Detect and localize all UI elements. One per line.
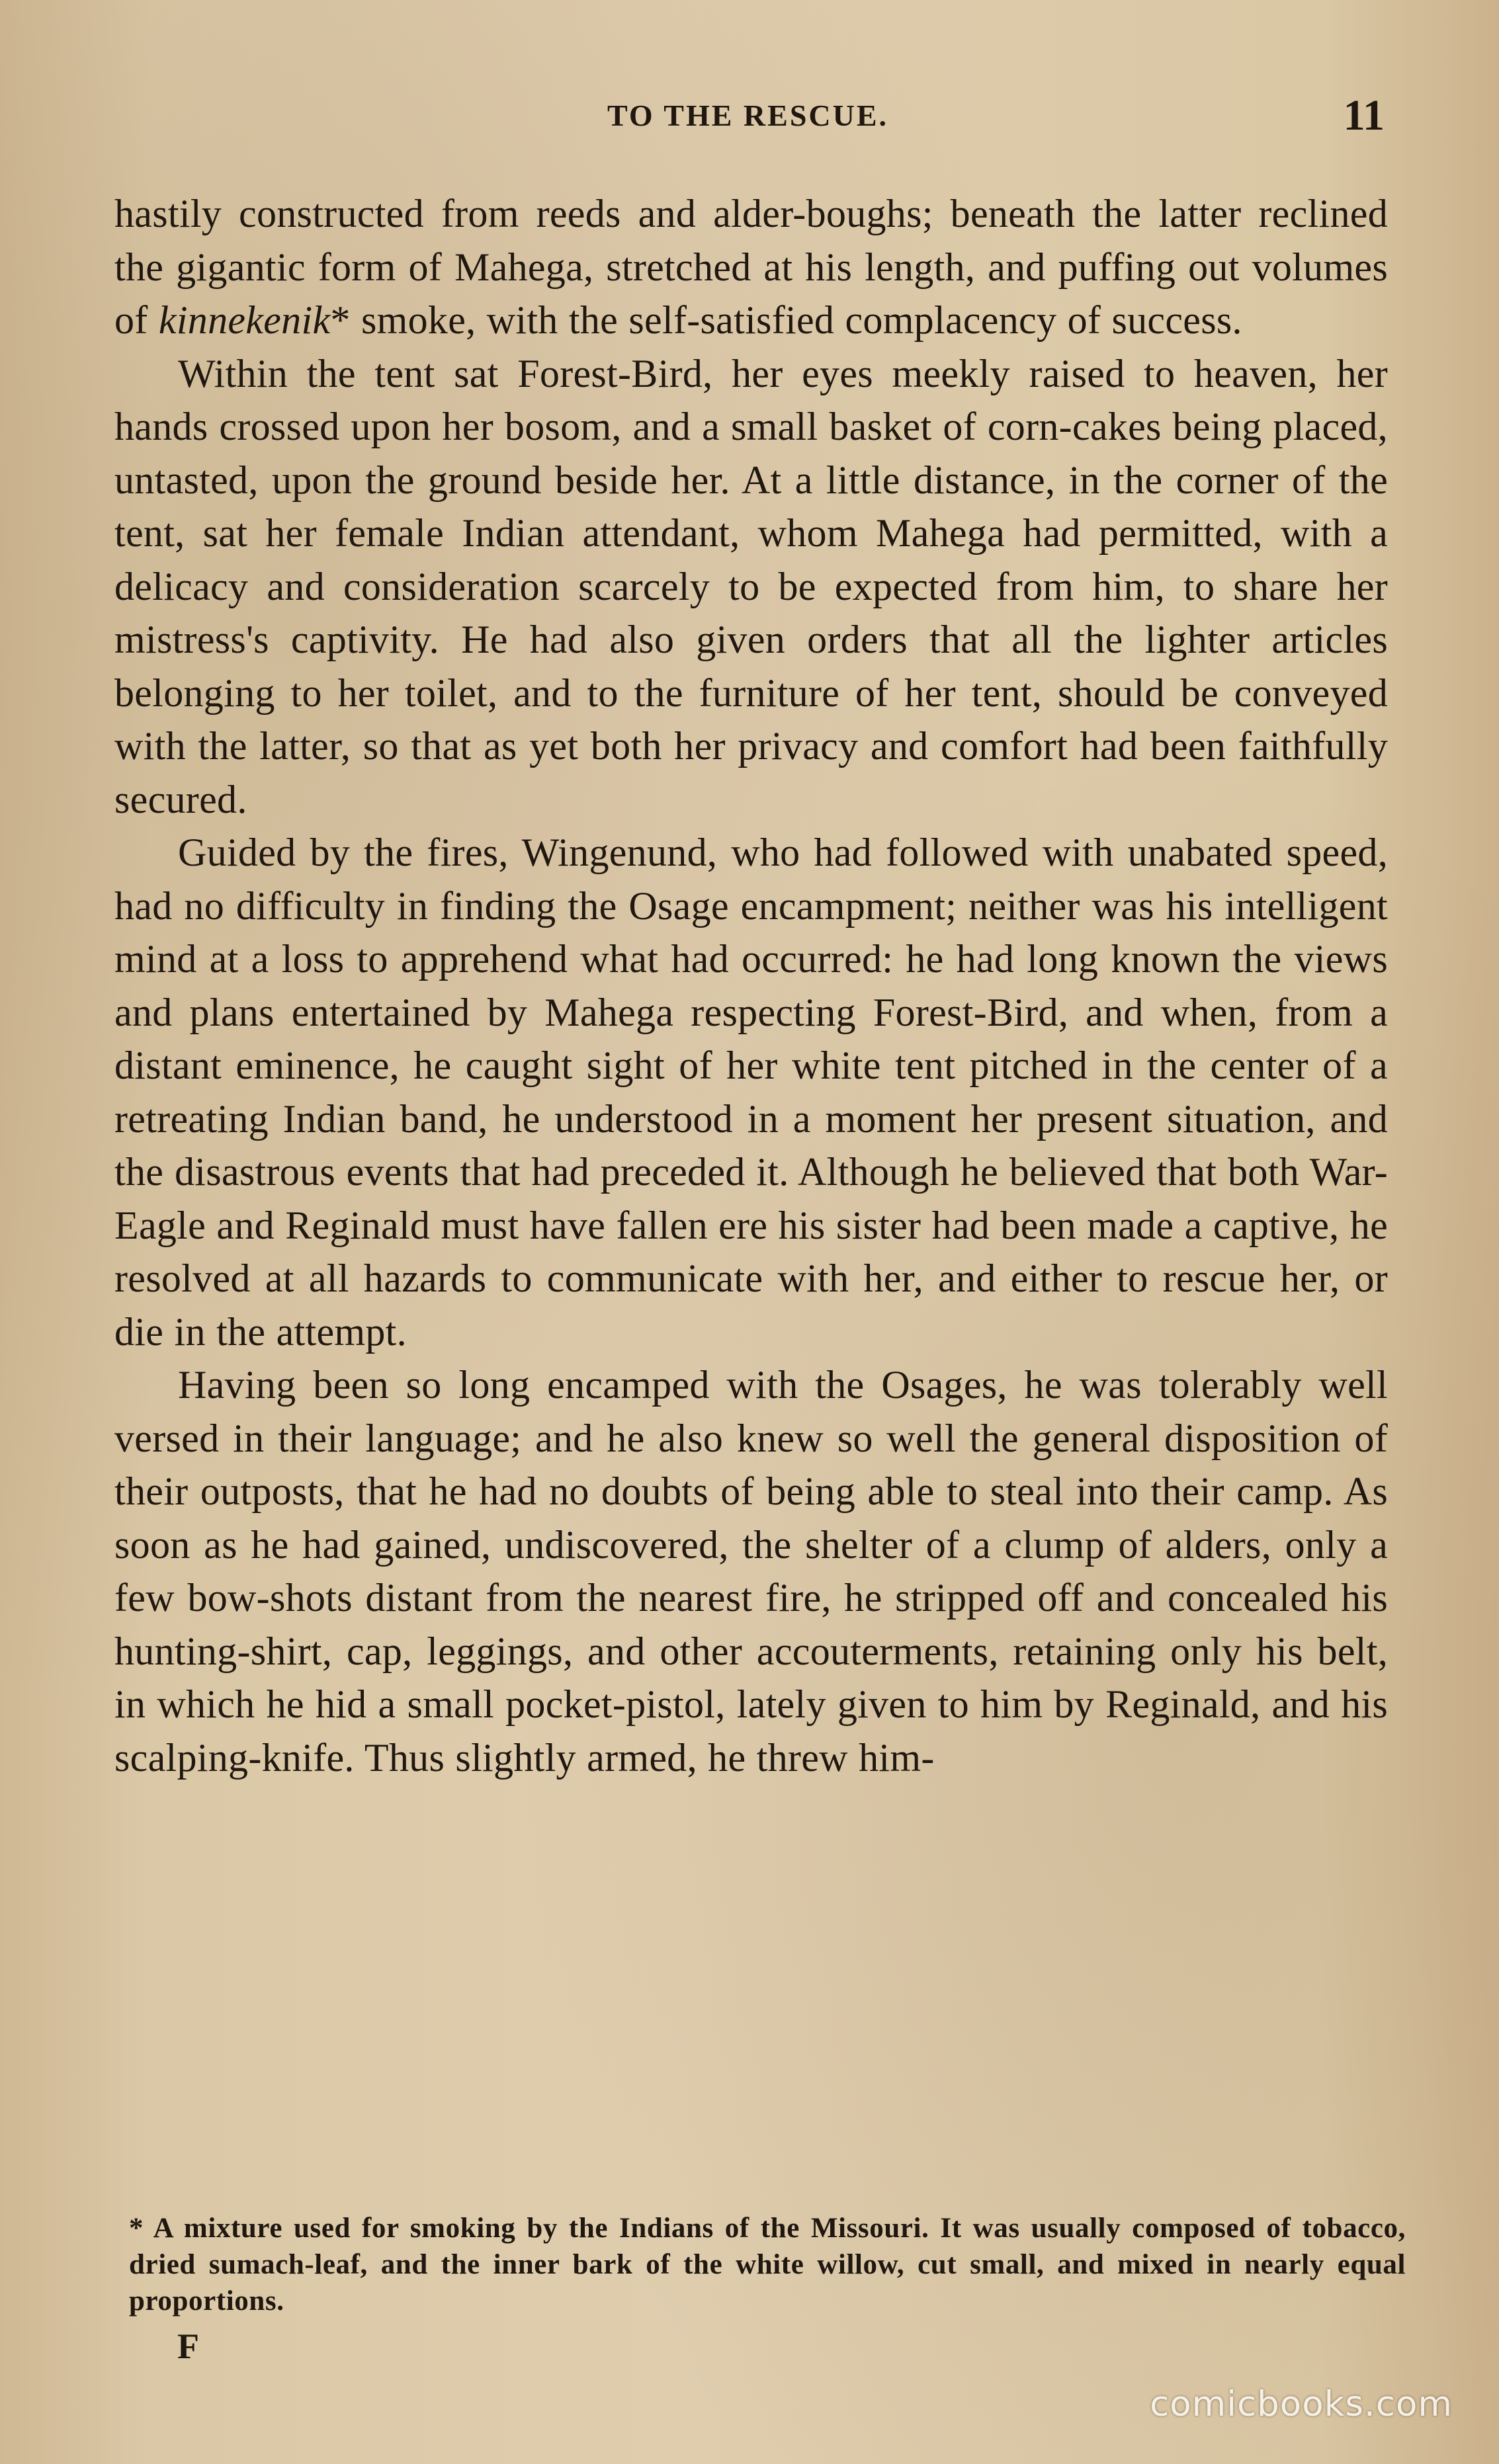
paragraph-1 bbox=[114, 187, 1388, 347]
running-head: TO THE RESCUE. bbox=[607, 99, 889, 132]
watermark: comicbooks.com bbox=[1150, 2384, 1453, 2424]
page-number: 11 bbox=[1343, 91, 1385, 140]
paragraph-1-end: * smoke, with the self-satisfied complacency of success. bbox=[330, 298, 1242, 342]
paragraph-3: Guided by the fires, Wingenund, who had followed with unabated speed, had no difficulty in finding the Osage encampment; neither was his intelligent mind at a loss to apprehend what had occurred: he had long known the views and plans entertained by Mahega respecting Forest-Bird, and when, from a distant eminence, he caught sight of her white tent pitched in the center of a retreating Indian band, he understood in a moment her present situation, and the disastrous events that had preceded it. Although he believed that both War-Eagle and Reginald must have fallen ere his sister had been made a captive, he resolved at all hazards to communicate with her, and either to rescue her, or die in the attempt. bbox=[114, 831, 1388, 1354]
kinnekenik-term: kinnekenik bbox=[158, 298, 331, 342]
paragraph-2: Within the tent sat Forest-Bird, her eyes meekly raised to heaven, her hands crossed upon her bosom, and a small basket of corn-cakes being placed, untasted, upon the ground beside her. At a little distance, in the corner of the tent, sat her female Indian attendant, whom Mahega had permitted, with a delicacy and consideration scarcely to be expected from him, to share her mistress's captivity. He had also given orders that all the lighter articles belonging to her toilet, and to the furniture of her tent, should be conveyed with the latter, so that as yet both her privacy and comfort had been faithfully secured. bbox=[114, 351, 1388, 821]
signature-mark: F bbox=[177, 2326, 199, 2366]
paragraph-1-start: hastily constructed from reeds and alder-boughs; beneath the latter reclined the gigantic form of Mahega, stretched at his length, and puffing out volumes of bbox=[114, 192, 1388, 342]
paragraph-4: Having been so long encamped with the Osages, he was tolerably well versed in their language; and he also knew so well the general disposition of their outposts, that he had no doubts of being able to steal into their camp. As soon as he had gained, undiscovered, the shelter of a clump of alders, only a few bow-shots distant from the nearest fire, he stripped off and concealed his hunting-shirt, cap, leggings, and other accouterments, retaining only his belt, in which he hid a small pocket-pistol, lately given to him by Reginald, and his scalping-knife. Thus slightly armed, he threw him- bbox=[114, 1363, 1388, 1780]
footnote: * A mixture used for smoking by the Indians of the Missouri. It was usually composed of tobacco, dried sumach-leaf, and the inner bark of the white willow, cut small, and mixed in nearly equal proportions. bbox=[129, 2213, 1406, 2317]
body-text bbox=[114, 187, 1388, 1784]
page-header bbox=[111, 86, 1385, 145]
